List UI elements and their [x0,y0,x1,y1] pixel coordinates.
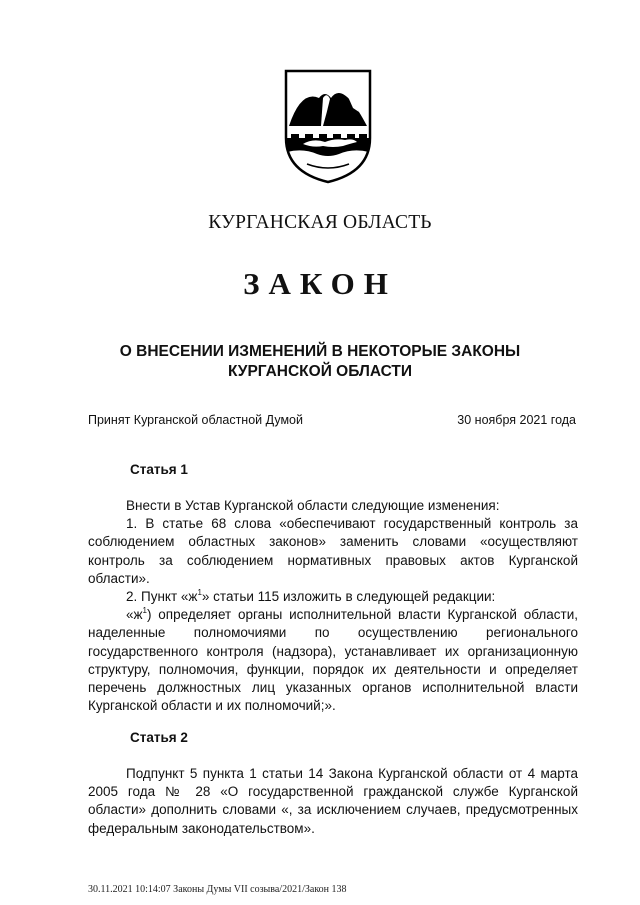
article-1-body [88,497,578,715]
footer-stamp: 30.11.2021 10:14:07 Законы Думы VII созыва/2021/Закон 138 [88,884,347,895]
article-2-text: Подпункт 5 пункта 1 статьи 14 Закона Курганской области от 4 марта 2005 года № 28 «О государственной гражданской службе Курганской области» дополнить словами «, за исключением случаев, предусмотренных федеральным законодательством». [88,766,578,836]
law-subject-title: О ВНЕСЕНИИ ИЗМЕНЕНИЙ В НЕКОТОРЫЕ ЗАКОНЫ КУРГАНСКОЙ ОБЛАСТИ [119,343,521,380]
region-heading: КУРГАНСКАЯ ОБЛАСТЬ [208,212,432,233]
document-type-title: ЗАКОН [243,266,397,301]
article-1-item-2: 2. Пункт «$ж^1$» статьи 115 изложить в следующей редакции: [126,588,496,605]
article-2-body [88,765,578,838]
article-1-quote: «$ж^1$) определяет органы исполнительной власти Курганской области, наделенные полномочиями по осуществлению регионального государственного контроля (надзора), устанавливает их организационную структуру, полномочия, функции, порядок их деятельности и определяет перечень должностных лиц указанных органов исполнительной власти Курганской области и их полномочий;». [88,606,578,714]
adoption-date: 30 ноября 2021 года [457,413,576,427]
kurgan-coat-of-arms-icon [283,68,373,184]
article-1-item-1: 1. В статье 68 слова «обеспечивают государственный контроль за соблюдением областных законов» заменить словами «осуществляют контроль за соблюдением нормативных правовых актов Курганской области». [88,516,578,586]
article-2-title: Статья 2 [130,730,188,745]
article-1-title: Статья 1 [130,462,188,477]
adopted-by-text: Принят Курганской областной Думой [88,413,303,427]
article-1-intro: Внести в Устав Курганской области следующие изменения: [126,498,500,513]
